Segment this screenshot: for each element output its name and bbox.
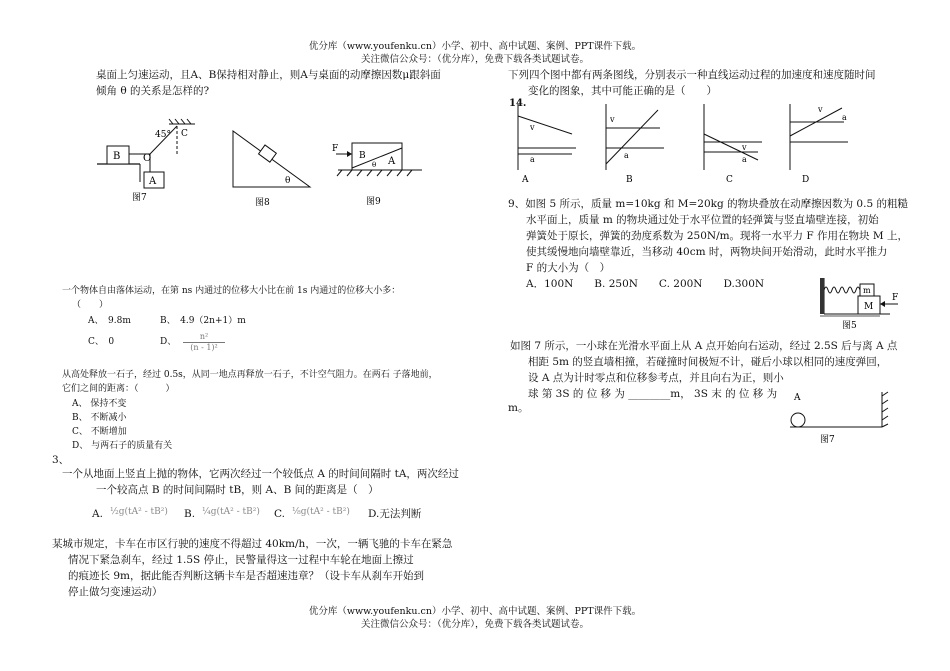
fig5-F: F: [892, 293, 899, 303]
fig9-label-f: F: [332, 144, 339, 154]
q-stones-opt-a: A、 保持不变: [72, 399, 127, 409]
fig7-label-b: B: [113, 151, 121, 162]
page-footer-line2: 关注微信公众号：（优分库），免费下载各类试题试卷。: [360, 619, 589, 630]
graph-a-v: v: [530, 123, 535, 132]
q9-line5: F 的大小为（ ）: [526, 262, 611, 274]
graph-b-a: a: [624, 151, 629, 160]
fig5-M: M: [864, 302, 874, 312]
graph-a-label: A: [522, 175, 529, 184]
fig7-label-a: A: [149, 176, 157, 187]
q3-opt-a: A.: [92, 508, 103, 520]
graph-a-a: a: [530, 155, 535, 164]
q-truck-line3: 的痕迹长 9m，据此能否判断这辆卡车是否超速违章？（设卡车从刹车开始到: [68, 570, 424, 582]
q-freefall-stem: 一个物体自由落体运动，在第 ns 内通过的位移大小比在前 1s 内通过的位移大小多：: [62, 286, 401, 296]
fig5-m: m: [863, 286, 871, 295]
q-friction-line2: 倾角 θ 的关系是怎样的?: [96, 85, 210, 97]
q-stones-stem: 从高处释放一石子，经过 0.5s，从同一地点再释放一石子，不计空气阻力。在两石 子落地前，: [62, 370, 438, 380]
q14-graph-b: [600, 102, 670, 184]
q3-opt-a-formula: ½g(tA² - tB²): [110, 507, 168, 517]
q-ball-line5: m。: [508, 402, 529, 414]
q-stones-stem2: 它们之间的距离：（ ）: [62, 384, 175, 394]
figure-7-ball-wall: [786, 386, 896, 448]
q-freefall-opt-c: C、 0: [88, 337, 115, 347]
q14-number: 14.: [509, 98, 527, 109]
opt-d-denominator: (n - 1)²: [183, 342, 225, 352]
q-freefall-opt-d-label: D、: [160, 337, 177, 347]
page-footer-line1: 优分库（www.youfenku.cn）小学、初中、高中试题、案例、PPT课件下载。: [308, 606, 642, 617]
q3-opt-b: B.: [184, 508, 196, 520]
fig7-label-o: O: [143, 153, 152, 164]
q-stones-opt-d: D、 与两石子的质量有关: [72, 441, 173, 451]
q-ball-line1: 如图 7 所示，一小球在光滑水平面上从 A 点开始向右运动，经过 2.5S 后与离 A 点: [510, 340, 898, 352]
figure-5-spring: [818, 276, 928, 334]
q-freefall-paren: （ ）: [72, 300, 109, 310]
fig9-caption: 图9: [366, 197, 381, 207]
page-header-line2: 关注微信公众号：（优分库），免费下载各类试题试卷。: [360, 54, 589, 65]
q9-line1: [508, 196, 908, 213]
q-truck-line2: 情况下紧急刹车，经过 1.5S 停止，民警量得这一过程中车轮在地面上擦过: [68, 554, 414, 566]
q-freefall-opt-d-fraction: [183, 332, 225, 352]
graph-d-label: D: [802, 175, 810, 184]
opt-d-numerator: n²: [199, 332, 209, 341]
q14-graph-c: [698, 102, 768, 184]
fig7r-caption: 图7: [820, 435, 835, 445]
q3-line1: 一个从地面上竖直上抛的物体，它两次经过一个较低点 A 的时间间隔时 tA，两次经过: [62, 468, 459, 480]
q3-opt-c: C.: [274, 508, 285, 520]
q3-opt-c-formula: ⅛g(tA² - tB²): [292, 507, 350, 517]
q-truck-line4: 停止做匀变速运动）: [68, 586, 163, 598]
q14-line1: 下列四个图中都有两条图线，分别表示一种直线运动过程的加速度和速度随时间: [508, 69, 876, 81]
graph-c-a: a: [742, 155, 747, 164]
fig9-label-a: A: [388, 156, 396, 167]
fig5-caption: 图5: [842, 321, 857, 331]
graph-d-a: a: [842, 113, 847, 122]
q9-options: A．100N B. 250N C. 200N D.300N: [526, 278, 765, 290]
fig7-angle: 45°: [155, 130, 171, 140]
graph-c-label: C: [726, 175, 733, 184]
q9-number: 9、: [508, 198, 526, 210]
q-freefall-opt-a: A、 9.8m: [88, 316, 131, 326]
q9-line4: 使其缓慢地向墙壁靠近，当移动 40cm 时，两物块间开始滑动，此时水平推力: [526, 246, 888, 258]
q3-opt-d: D.无法判断: [368, 508, 422, 520]
fig7r-a: A: [794, 393, 801, 403]
fig9-label-b: B: [359, 151, 366, 161]
q-ball-line4: 球 第 3S 的 位 移 为 ________m， 3S 末 的 位 移 为: [528, 388, 778, 400]
q-truck-line1: 某城市规定，卡车在市区行驶的速度不得超过 40km/h，一次，一辆飞驰的卡车在紧急: [52, 538, 453, 550]
q9-line2: 水平面上，质量 m 的物块通过处于水平位置的轻弹簧与竖直墙壁连接，初始: [526, 214, 879, 226]
graph-b-label: B: [626, 175, 633, 184]
figure-9-wedge: [332, 140, 432, 210]
q3-line2: 一个较高点 B 的时间间隔时 tB，则 A、B 间的距离是（ ）: [96, 484, 379, 496]
page-header-line1: 优分库（www.youfenku.cn）小学、初中、高中试题、案例、PPT课件下载。: [308, 41, 642, 52]
q14-line2: 变化的图象，其中可能正确的是（ ）: [528, 85, 717, 97]
graph-c-v: v: [742, 143, 747, 152]
graph-d-v: v: [818, 105, 823, 114]
q-stones-opt-c: C、 不断增加: [72, 427, 127, 437]
fig7-label-c: C: [181, 129, 188, 139]
fig7-caption: 图7: [132, 193, 147, 203]
q3-opt-b-formula: ¼g(tA² - tB²): [202, 507, 260, 517]
figure-7-pulley: [95, 118, 205, 208]
fig8-caption: 图8: [255, 198, 270, 208]
fig9-theta: θ: [372, 161, 377, 169]
q3-number: 3、: [52, 454, 70, 466]
q9-text-1: 如图 5 所示，质量 m=10kg 和 M=20kg 的物块叠放在动摩擦因数为 0.5 的粗糙: [525, 198, 908, 210]
q14-graph-a: [512, 102, 582, 184]
fig8-theta: θ: [285, 176, 291, 186]
q-friction-line1: 桌面上匀速运动，且A、B保持相对静止，则A与桌面的动摩擦因数μ跟斜面: [96, 69, 441, 81]
q-ball-line2: 相距 5m 的竖直墙相撞，若碰撞时间极短不计，碰后小球以相同的速度弹回，: [528, 356, 888, 368]
q14-graph-d: [784, 102, 854, 184]
q9-line3: 弹簧处于原长，弹簧的劲度系数为 250N/m。现将一水平力 F 作用在物块 M 上，: [526, 230, 908, 242]
figure-8-incline: [225, 125, 320, 209]
q-freefall-opt-b: B、 4.9（2n+1）m: [160, 316, 246, 326]
q-stones-opt-b: B、 不断减小: [72, 413, 127, 423]
graph-b-v: v: [610, 115, 615, 124]
q-ball-line3: 设 A 点为计时零点和位移参考点，并且向右为正，则小: [528, 372, 784, 384]
